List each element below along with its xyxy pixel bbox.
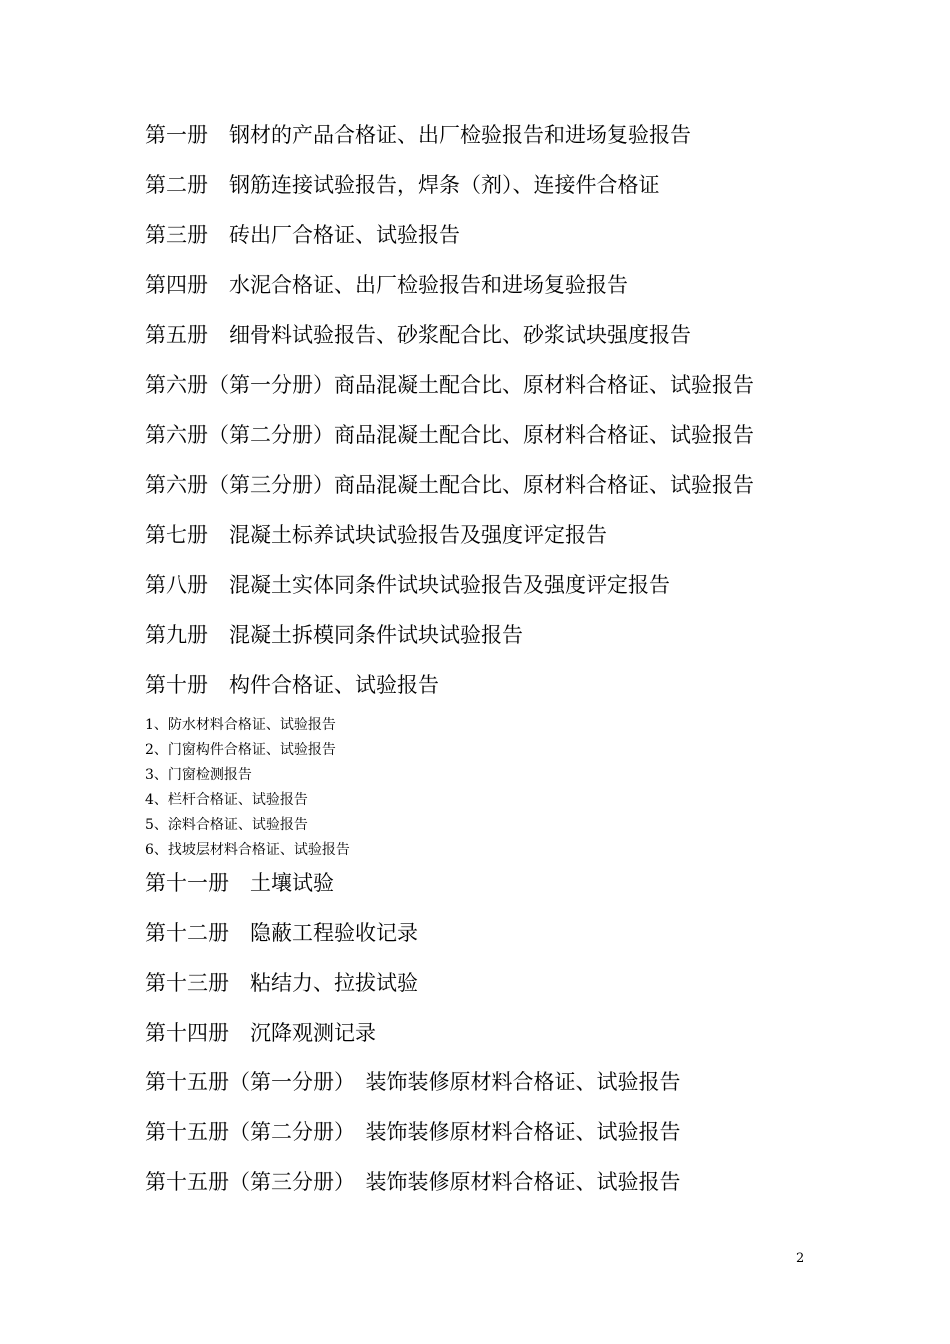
volume-10: 第十册 构件合格证、试验报告 [145, 673, 439, 697]
volume-3: 第三册 砖出厂合格证、试验报告 [145, 223, 460, 247]
page-number: 2 [796, 1251, 805, 1266]
sub-item-6: 6、找坡层材料合格证、试验报告 [145, 842, 350, 858]
volume-1: 第一册 钢材的产品合格证、出厂检验报告和进场复验报告 [145, 123, 691, 147]
volume-11: 第十一册 土壤试验 [145, 871, 334, 895]
volume-12: 第十二册 隐蔽工程验收记录 [145, 921, 418, 945]
volume-8: 第八册 混凝土实体同条件试块试验报告及强度评定报告 [145, 573, 670, 597]
volume-15-part-2: 第十五册（第二分册） 装饰装修原材料合格证、试验报告 [145, 1120, 681, 1144]
sub-item-4: 4、栏杆合格证、试验报告 [145, 792, 308, 808]
volume-9: 第九册 混凝土拆模同条件试块试验报告 [145, 623, 523, 647]
sub-item-3: 3、门窗检测报告 [145, 767, 252, 783]
volume-13: 第十三册 粘结力、拉拔试验 [145, 971, 418, 995]
sub-item-1: 1、防水材料合格证、试验报告 [145, 717, 336, 733]
volume-6-part-3: 第六册（第三分册）商品混凝土配合比、原材料合格证、试验报告 [145, 473, 754, 497]
volume-6-part-2: 第六册（第二分册）商品混凝土配合比、原材料合格证、试验报告 [145, 423, 754, 447]
volume-14: 第十四册 沉降观测记录 [145, 1021, 376, 1045]
volume-4: 第四册 水泥合格证、出厂检验报告和进场复验报告 [145, 273, 628, 297]
volume-7: 第七册 混凝土标养试块试验报告及强度评定报告 [145, 523, 607, 547]
sub-item-2: 2、门窗构件合格证、试验报告 [145, 742, 336, 758]
volume-6-part-1: 第六册（第一分册）商品混凝土配合比、原材料合格证、试验报告 [145, 373, 754, 397]
sub-item-5: 5、涂料合格证、试验报告 [145, 817, 308, 833]
volume-2: 第二册 钢筋连接试验报告，焊条（剂）、连接件合格证 [145, 173, 660, 197]
volume-15-part-1: 第十五册（第一分册） 装饰装修原材料合格证、试验报告 [145, 1070, 681, 1094]
volume-5: 第五册 细骨料试验报告、砂浆配合比、砂浆试块强度报告 [145, 323, 691, 347]
volume-15-part-3: 第十五册（第三分册） 装饰装修原材料合格证、试验报告 [145, 1170, 681, 1194]
